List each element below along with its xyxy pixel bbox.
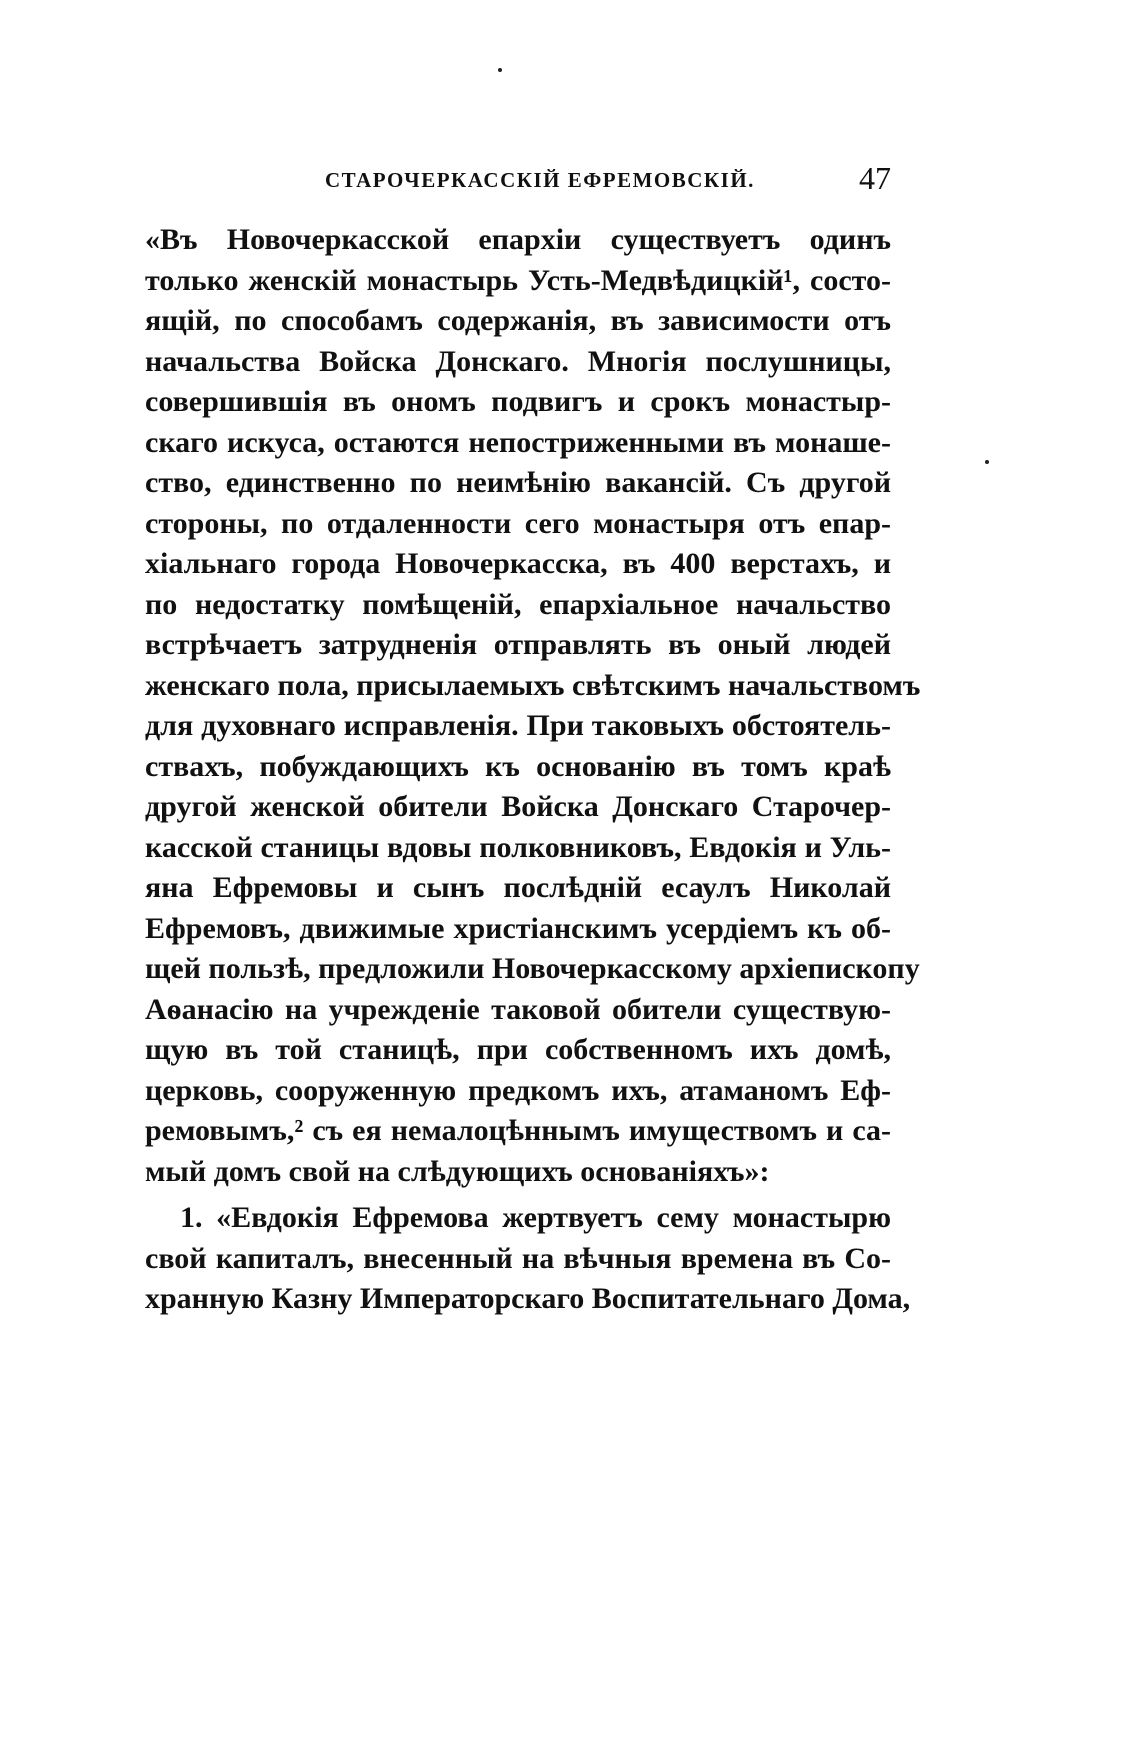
print-speck xyxy=(985,460,989,464)
text-line: ремовымъ,² съ ея немалоцѣннымъ имуществомъ и са- xyxy=(145,1114,891,1147)
text-line: касской станицы вдовы полковниковъ, Евдокія и Уль- xyxy=(145,830,891,864)
text-line: «Въ Новочеркасской епархіи существуетъ одинъ xyxy=(145,223,891,256)
running-head xyxy=(145,160,891,200)
text-line: по недостатку помѣщеній, епархіальное начальство xyxy=(145,587,891,621)
text-line: встрѣчаетъ затрудненія отправлять въ оный людей xyxy=(145,628,891,661)
text-line: хіальнаго города Новочеркасска, въ 400 верстахъ, и xyxy=(145,547,891,580)
text-line: Ефремовъ, движимые христіанскимъ усердіемъ къ об- xyxy=(145,911,891,945)
text-line: свой капиталъ, внесенный на вѣчныя времена въ Со- xyxy=(145,1241,891,1275)
print-speck xyxy=(498,68,502,72)
text-line: другой женской обители Войска Донскаго Старочер- xyxy=(145,790,891,823)
text-line: стороны, по отдаленности сего монастыря отъ епар- xyxy=(145,506,891,540)
text-line: щую въ той станицѣ, при собственномъ ихъ домѣ, xyxy=(145,1033,891,1066)
text-line: скаго искуса, остаются непостриженными въ монаше- xyxy=(145,425,891,459)
text-line: яна Ефремовы и сынъ послѣдній есаулъ Николай xyxy=(145,871,891,904)
paragraph-2 xyxy=(145,1198,911,1320)
page-number: 47 xyxy=(859,160,891,196)
running-title: СТАРОЧЕРКАССКІЙ ЕФРЕМОВСКІЙ. xyxy=(325,168,755,192)
text-line: только женскій монастырь Усть-Медвѣдицкій¹, состо- xyxy=(145,263,891,297)
text-line: ящій, по способамъ содержанія, въ зависимости отъ xyxy=(145,304,891,337)
text-line: церковь, сооруженную предкомъ ихъ, атаманомъ Еф- xyxy=(145,1073,891,1107)
text-line: ство, единственно по неимѣнію вакансій. Съ другой xyxy=(145,466,891,499)
text-line: женскаго пола, присылаемыхъ свѣтскимъ начальствомъ xyxy=(145,668,921,702)
paragraph-1 xyxy=(145,220,921,1192)
text-line: начальства Войска Донскаго. Многія послушницы, xyxy=(145,344,891,378)
text-line: Аѳанасію на учрежденіе таковой обители существую- xyxy=(145,992,891,1026)
text-line: хранную Казну Императорскаго Воспитательнаго Дома, xyxy=(145,1282,911,1315)
text-line: для духовнаго исправленія. При таковыхъ обстоятель- xyxy=(145,709,891,742)
body-text xyxy=(145,220,921,1320)
text-line: 1. «Евдокія Ефремова жертвуетъ сему монастырю xyxy=(180,1201,891,1234)
text-line: мый домъ свой на слѣдующихъ основаніяхъ»: xyxy=(145,1154,770,1188)
text-line: совершившія въ ономъ подвигъ и срокъ монастыр- xyxy=(145,385,891,418)
text-line: щей пользѣ, предложили Новочеркасскому архіепископу xyxy=(145,952,920,985)
text-line: ствахъ, побуждающихъ къ основанію въ томъ краѣ xyxy=(145,749,891,783)
